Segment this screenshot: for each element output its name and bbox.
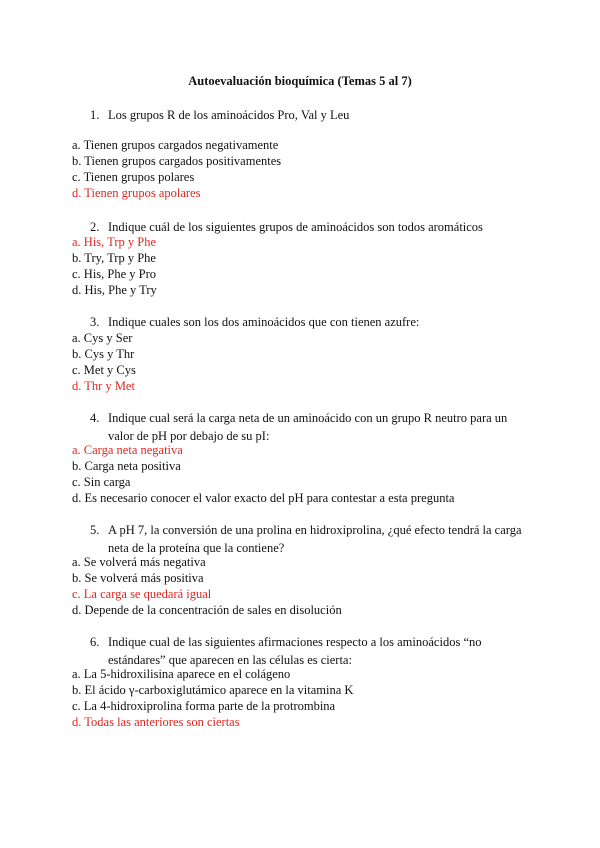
option-d: d. His, Phe y Try <box>72 283 157 297</box>
question-text: Indique cual será la carga neta de un aminoácido con un grupo R neutro para un valor de pH por debajo de su pI: <box>108 411 508 443</box>
option-a: a. La 5-hidroxilisina aparece en el colágeno <box>72 667 291 681</box>
options-6 <box>72 666 560 730</box>
options-2 <box>72 234 560 298</box>
question-text: Indique cuales son los dos aminoácidos que con tienen azufre: <box>108 315 420 329</box>
option-b: b. Carga neta positiva <box>72 459 181 473</box>
option-a: a. Cys y Ser <box>72 331 133 345</box>
option-a: a. Tienen grupos cargados negativamente <box>72 138 279 152</box>
option-b: b. Tienen grupos cargados positivamentes <box>72 154 282 168</box>
option-b: b. El ácido γ-carboxiglutámico aparece en la vitamina K <box>72 683 354 697</box>
option-d-correct: d. Thr y Met <box>72 379 135 393</box>
options-3 <box>72 330 560 394</box>
option-c-correct: c. La carga se quedará igual <box>72 587 212 601</box>
options-5 <box>72 554 560 618</box>
question-3 <box>72 313 530 331</box>
option-c: c. Tienen grupos polares <box>72 170 195 184</box>
question-text: Indique cuál de los siguientes grupos de aminoácidos son todos aromáticos <box>108 220 483 234</box>
option-b: b. Try, Trp y Phe <box>72 251 156 265</box>
option-d: d. Es necesario conocer el valor exacto del pH para contestar a esta pregunta <box>72 491 455 505</box>
option-c: c. Met y Cys <box>72 363 136 377</box>
question-text: Indique cual de las siguientes afirmaciones respecto a los aminoácidos “no estándares” que aparecen en las células es cierta: <box>108 635 482 667</box>
question-number: 3. <box>90 315 100 329</box>
option-a-correct: a. His, Trp y Phe <box>72 235 157 249</box>
question-number: 2. <box>90 220 100 234</box>
option-a-correct: a. Carga neta negativa <box>72 443 183 457</box>
question-1 <box>72 106 530 124</box>
question-text: Los grupos R de los aminoácidos Pro, Val y Leu <box>108 108 350 122</box>
option-d-correct: d. Tienen grupos apolares <box>72 186 201 200</box>
option-b: b. Se volverá más positiva <box>72 571 204 585</box>
question-number: 5. <box>90 523 100 537</box>
question-text: A pH 7, la conversión de una prolina en hidroxiprolina, ¿qué efecto tendrá la carga neta de la proteína que la contiene? <box>108 523 522 555</box>
question-number: 4. <box>90 411 100 425</box>
option-c: c. La 4-hidroxiprolina forma parte de la protrombina <box>72 699 336 713</box>
question-number: 1. <box>90 108 100 122</box>
option-b: b. Cys y Thr <box>72 347 135 361</box>
page-title: Autoevaluación bioquímica (Temas 5 al 7) <box>188 74 412 88</box>
option-c: c. His, Phe y Pro <box>72 267 157 281</box>
question-4 <box>72 409 530 445</box>
options-4 <box>72 442 560 506</box>
question-number: 6. <box>90 635 100 649</box>
option-c: c. Sin carga <box>72 475 131 489</box>
option-d-correct: d. Todas las anteriores son ciertas <box>72 715 240 729</box>
question-6 <box>72 633 530 669</box>
option-d: d. Depende de la concentración de sales en disolución <box>72 603 342 617</box>
option-a: a. Se volverá más negativa <box>72 555 206 569</box>
options-1 <box>72 137 560 201</box>
question-5 <box>72 521 530 557</box>
